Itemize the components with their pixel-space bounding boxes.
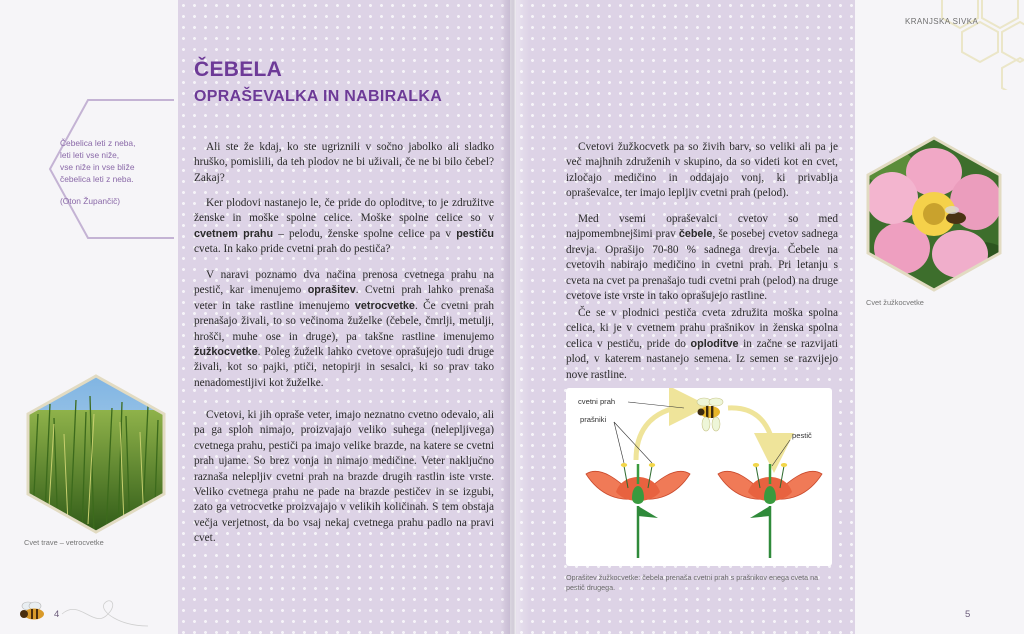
flower-right — [718, 463, 822, 558]
honeycomb-decoration — [930, 0, 1024, 90]
right-paragraph-2 — [566, 212, 838, 304]
text-run: . Cvetni prah lahko prenaša veter in take rastline imenujemo — [194, 284, 494, 312]
pollination-diagram — [566, 388, 832, 566]
term-pestic: pestiču — [456, 227, 494, 240]
grass-caption: Cvet trave – vetrocvetke — [24, 538, 104, 547]
rose-photo — [864, 136, 1004, 292]
arrow-right — [728, 408, 774, 458]
right-paragraph-3 — [566, 306, 838, 383]
label-pistil: pestič — [792, 431, 812, 440]
term-oprasitev: oprašitev — [307, 284, 356, 297]
text-run: , še posebej cvetov sadnega drevja. Oprašijo 70-80 % sadnega drevja. Čebele na cvetovih nabirajo medičino in cvetni prah. Pri letanju s cveta na cvet pa prenašajo tudi cvetni prah (pelod) na druge cvetove iste vrste in tako oprašujejo rastline. — [566, 228, 838, 303]
grass-photo — [24, 374, 168, 534]
term-cebele: čebele — [678, 228, 713, 241]
text-run: in začne se razvijati plod, v katerem nastanejo semena. Iz semen se razvijejo nove rastline. — [566, 337, 838, 381]
term-cvetni-prah: cvetnem prahu — [194, 227, 274, 240]
label-stamens: prašniki — [580, 415, 607, 424]
left-paragraph-3 — [194, 268, 494, 391]
text-run: Če se v plodnici pestiča cveta združita moška spolna celica, ki je v cvetnem prahu prašnikov in ženska spolna celica v pestiču, pride do — [566, 307, 838, 350]
rose-caption: Cvet žužkocvetke — [866, 298, 924, 307]
text-run: Ker plodovi nastanejo le, če pride do oploditve, to je združitve ženske in moške spolne celice. Moške spolne celice so v — [194, 197, 494, 225]
diagram-caption: Oprašitev žužkocvetke: čebela prenaša cvetni prah s prašnikov enega cveta na pestič drugega. — [566, 573, 819, 592]
left-paragraph-2 — [194, 196, 494, 258]
flight-path-decoration — [60, 596, 150, 634]
term-vetrocvetke: vetrocvetke — [354, 299, 415, 312]
quote-line: Čebelica leti z neba, — [60, 138, 136, 148]
left-paragraph-4: Cvetovi, ki jih opraše veter, imajo neznatno cvetno odevalo, ali pa ga sploh nimajo, proizvajajo veliko suhega (nelepljivega) cvetnega prahu, pestiči pa imajo velike brazde, na katere se cvetni prah ujame. So brez vonja in nimajo medičine. Veter naključno raznaša nelepljiv cvetni prah na brazde drugih rastlin iste vrste. Veliko cvetnega prahu ne pade na brazde pestičev in se izgubi, zato ga vetrocvetke proizvajajo v velikih količinah. S tem obstaja večja verjetnost, da bo vsaj nekaj cvetnega prahu padlo na pravi cvet. — [194, 409, 494, 545]
term-oploditve: oploditve — [690, 337, 739, 350]
text-run: – pelodu, ženske spolne celice pa v — [273, 227, 457, 240]
text-run: . Če cvetni prah prenašajo živali, to so večinoma žuželke (čebele, čmrlji, metulji, hrošči, muhe ose in druge), pa takšne rastline imenujemo — [194, 299, 494, 343]
bee-footer-icon — [16, 600, 52, 622]
text-run: Med vsemi opraševalci cvetov so med najpomembnejšimi prav — [566, 213, 838, 241]
page-number-right: 5 — [965, 609, 971, 620]
label-pollen: cvetni prah — [578, 397, 616, 406]
right-paragraph-1: Cvetovi žužkocvetk pa so živih barv, so veliki ali pa je več majhnih združenih v skupino, da so videti kot en cvet, izločajo medičino in oddajajo vonj, ki privablja opraševalce, ter imajo lepljiv cvetni prah (pelod). — [566, 141, 838, 200]
quote-line: leti leti vse niže, — [60, 150, 120, 160]
page-title: ČEBELA — [194, 58, 283, 81]
page-subtitle: OPRAŠEVALKA IN NABIRALKA — [194, 88, 443, 105]
section-label: KRANJSKA SIVKA — [905, 17, 979, 26]
quote-author: (Oton Župančič) — [60, 196, 121, 206]
left-paragraph-1: Ali ste že kdaj, ko ste ugriznili v sočno jabolko ali sladko hruško, pomislili, da teh plodov ne bi uživali, če ne bi bilo čebel? Zakaj? — [194, 141, 494, 184]
pollination-illustration — [566, 388, 832, 566]
arrow-left — [636, 406, 694, 460]
flower-left — [586, 463, 690, 558]
right-margin — [855, 0, 1024, 634]
quote-line: čebelica leti z neba. — [60, 174, 134, 184]
bee-icon — [697, 398, 723, 431]
book-gutter — [500, 0, 530, 634]
quote-line: vse niže in vse bliže — [60, 162, 135, 172]
page-number-left: 4 — [54, 609, 60, 620]
text-run: V naravi poznamo dva načina prenosa cvetnega prahu na pestič, kar imenujemo — [194, 269, 494, 297]
text-run: . Poleg žuželk lahko cvetove oprašujejo tudi druge živali, kot so pajki, ptiči, netopirji in sesalci, ki so prav tako nenadomestljivi kot žuželke. — [194, 346, 494, 389]
term-zuzkocvetke: žužkocvetke — [194, 346, 258, 359]
text-run: cveta. In kako pride cvetni prah do pestiča? — [194, 243, 391, 256]
poem-quote — [60, 137, 170, 207]
